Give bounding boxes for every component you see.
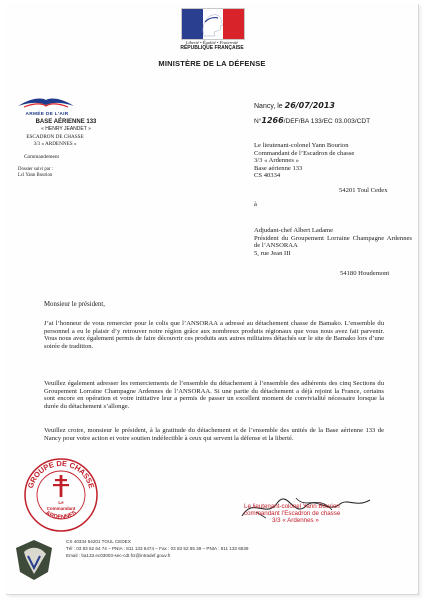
paragraph-2: Veuillez également adresser les remerciements de l’ensemble du détachement à l’ensemble des adhérents des cinq Sections du Groupement Lorraine Champagne Ardennes de l’ANSORAA. Si une partie du détachement a déjà rejoint la France, certains sont encore en opération et votre initiative leur a permis de passer un excellent moment de convivialité nécessaire lorsque la durée du détachement s’allonge. [44,380,384,410]
paragraph-1: J’ai l’honneur de vous remercier pour le colis que l’ANSORAA a adressé au détachement chasse de Bamako. L’ensemble du personnel a eu le plaisir d’y retrouver notre région grâce aux nombreux produits régionaux que vous nous avez fait parvenir. Vous nous avez également permis de faire découvrir ces produits aux autres militaires détachés sur le site de Bamako lors d’une soirée de tradition. [44,320,384,350]
salutation: Monsieur le président, [44,301,105,308]
paragraph-3: Veuillez croire, monsieur le président, à la gratitude du détachement et de l’ensemble des unités de la Base aérienne 133 de Nancy pour votre action et votre soutien indéfectible à ceux qui servent la défense et la liberté. [44,427,384,442]
dossier-line-2: Lcl Yann Bourion [18,173,53,178]
from-line-2: Commandant de l’Escadron de chasse [254,149,355,157]
footer-phones: Tél : 03 83 52 64 74 – PNIA : 811 133 6474 – Fax : 03 83 52 65 39 – PNIA : 811 133 6539 [66,546,249,551]
from-city: 54201 Toul Cedex [339,187,388,194]
ref-handwritten: 1266 [261,116,284,125]
recipient-address [254,227,412,257]
signature-line-1: Le lieutenant-colonel Yann Bourion [244,503,340,510]
recipient-city: 54180 Houdemont [340,270,390,277]
signature-line-2: commandant l’Escadron de chasse [244,510,341,517]
from-line-1: Le lieutenant-colonel Yann Bourion [254,142,349,149]
from-line-5: CS 40334 [254,172,281,180]
ministry-title: MINISTÈRE DE LA DÉFENSE [158,59,266,68]
lorraine-cross-icon [53,475,69,497]
signature-block [244,503,340,524]
marianne-profile-icon [200,12,226,37]
footer-address: CS 40334 54201 TOUL CEDEX [66,539,131,544]
from-address [254,142,414,180]
footer-email: Email : ba133.ec03003-sec-cdt.fct@intradef.gouv.fr [66,553,171,558]
republic-motto: Liberté • Égalité • Fraternité [185,40,239,45]
stamp-center-line-1: Le [58,500,64,505]
marianne-logo [181,8,245,40]
ref-prefix: N° [254,118,262,125]
from-line-4: Base aérienne 133 [254,164,303,172]
date-handwritten: 26/07/2013 [284,101,335,110]
date-prefix: Nancy, le [254,103,283,110]
from-line-3: 3/3 « Ardennes » [254,157,299,165]
signature-line-3: 3/3 « Ardennes » [272,517,319,524]
dossier-line-1: Dossier suivi par : [18,167,54,172]
letter-page [6,4,419,595]
letter-date [254,101,335,110]
armee-de-lair-label: ARMÉE DE L’AIR [25,112,69,117]
to-line-2: Président du Groupement Lorraine Champagne Ardennes de l’ANSORAA [254,234,412,250]
to-line-1: Adjudant-chef Albert Ladame [254,227,334,234]
base-name [26,119,106,133]
unit-stamp [22,456,100,534]
ref-suffix: /DEF/BA 133/EC 03.003/CDT [283,118,371,125]
stamp-center-line-2: Commandant [46,506,76,511]
commandement-label: Commandement [24,154,60,160]
escadron-line-2: 3/3 « ARDENNES » [33,141,77,147]
armee-de-lair-wings-icon [16,94,76,110]
escadron-line-1: ESCADRON DE CHASSE [26,134,84,140]
base-line-1: BASE AÉRIENNE 133 [35,119,97,125]
to-line-3: 5, rue Jean III [254,249,291,257]
to-marker: à [254,201,257,208]
stamp-ring-text: GROUPE DE CHASSE [25,458,97,490]
squadron-crest-icon [12,538,56,582]
dossier-info [18,167,53,179]
base-line-2: « HENRY JEANDET » [41,126,91,132]
escadron-name [20,134,90,148]
republic-name: RÉPUBLIQUE FRANÇAISE [180,45,244,51]
letter-reference [254,116,370,125]
stamp-bottom-text: ARDENNES [44,510,78,521]
